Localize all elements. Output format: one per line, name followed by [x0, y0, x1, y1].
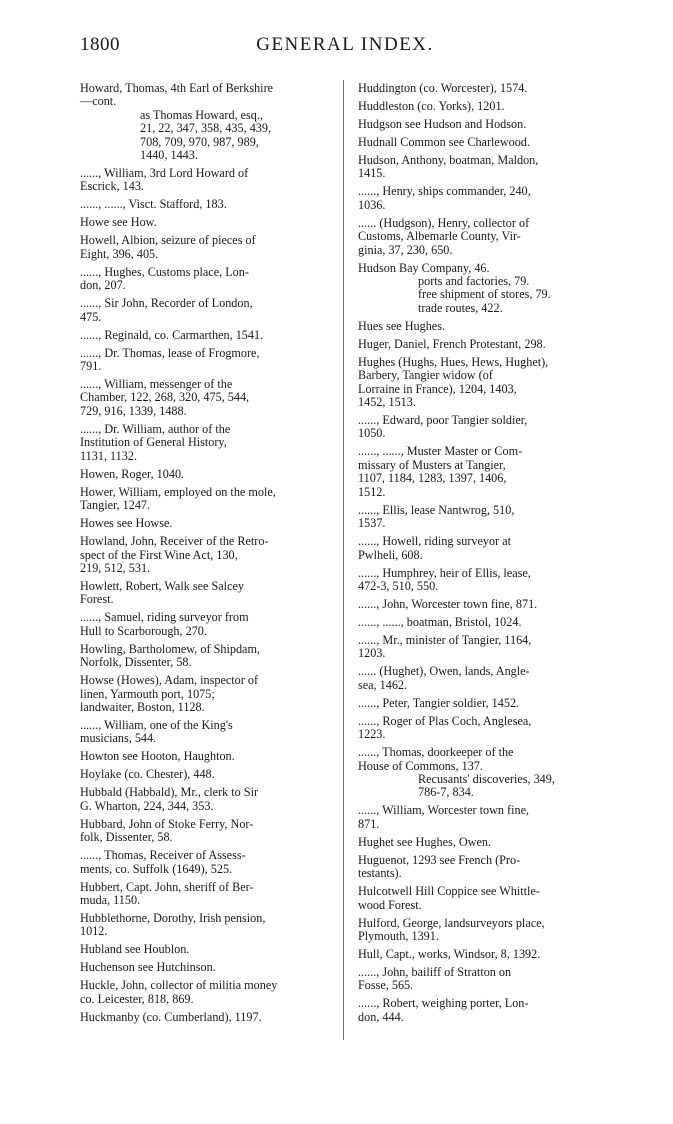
index-entry: [358, 917, 610, 944]
index-entry-line: Fosse, 565.: [358, 978, 414, 993]
index-entry-line: Howe see How.: [80, 215, 157, 230]
index-entry-line: Hubland see Houblon.: [80, 942, 190, 957]
index-entry-line: 1452, 1513.: [358, 395, 416, 410]
index-entry-line: musicians, 544.: [80, 731, 157, 746]
index-entry: [358, 338, 610, 351]
index-entry-line: Howton see Hooton, Haughton.: [80, 749, 235, 764]
index-entry: [358, 320, 610, 333]
index-entry: [358, 616, 610, 629]
index-entry-line: ......, ......, Muster Master or Com-: [358, 444, 523, 459]
index-entry: [80, 979, 332, 1006]
index-entry-line: Hulcotwell Hill Coppice see Whittle-: [358, 884, 540, 899]
index-entry-line: Howlett, Robert, Walk see Salcey: [80, 578, 244, 593]
index-entry: [358, 100, 610, 113]
index-entry: [358, 854, 610, 881]
index-entry: [80, 768, 332, 781]
index-entry-line: ......, ......, Visct. Stafford, 183.: [80, 197, 227, 212]
page-number: 1800: [80, 34, 120, 55]
index-entry-line: ments, co. Suffolk (1649), 525.: [80, 861, 233, 876]
index-entry-line: Howell, Albion, seizure of pieces of: [80, 233, 256, 248]
column-divider: [343, 80, 344, 1040]
index-entry-line: Barbery, Tangier widow (of: [358, 368, 493, 383]
index-entry: [80, 378, 332, 418]
index-entry-line: testants).: [358, 866, 402, 881]
index-entry-line: 1036.: [358, 197, 386, 212]
index-entry: [358, 885, 610, 912]
index-entry-line: Tangier, 1247.: [80, 498, 151, 513]
page-header: [80, 34, 610, 64]
index-entry: [80, 198, 332, 211]
index-entry: [80, 216, 332, 229]
index-entry-line: 1203.: [358, 646, 386, 661]
index-entry-line: 219, 512, 531.: [80, 560, 151, 575]
index-entry-line: Howes see Howse.: [80, 516, 173, 531]
index-subentry-line: free shipment of stores, 79.: [418, 287, 551, 302]
index-entry-line: Hower, William, employed on the mole,: [80, 484, 276, 499]
index-entry: [358, 118, 610, 131]
index-entry: [358, 598, 610, 611]
index-entry-line: ......, Ellis, lease Nantwrog, 510,: [358, 502, 515, 517]
index-entry-line: ......, Howell, riding surveyor at: [358, 534, 511, 549]
index-entry-line: landwaiter, Boston, 1128.: [80, 699, 205, 714]
index-entry-line: Hulford, George, landsurveyors place,: [358, 915, 545, 930]
index-entry-line: Hudson Bay Company, 46.: [358, 260, 490, 275]
index-entry-line: 472-3, 510, 550.: [358, 578, 439, 593]
index-entry-line: Customs, Albemarle County, Vir-: [358, 229, 521, 244]
index-entry-line: Hubbard, John of Stoke Ferry, Nor-: [80, 816, 254, 831]
index-entry-line: Forest.: [80, 592, 114, 607]
index-entry: [358, 445, 610, 499]
index-entry-line: Hues see Hughes.: [358, 318, 445, 333]
index-entry: [358, 746, 610, 800]
index-entry-line: ......, William, one of the King's: [80, 717, 233, 732]
index-entry-line: ......, Reginald, co. Carmarthen, 1541.: [80, 327, 264, 342]
index-entry: [358, 262, 610, 316]
index-entry: [80, 167, 332, 194]
index-entry-line: ......, Sir John, Recorder of London,: [80, 296, 253, 311]
index-entry-line: Eight, 396, 405.: [80, 246, 159, 261]
index-entry-line: 1107, 1184, 1283, 1397, 1406,: [358, 471, 507, 486]
index-entry-line: ......, Roger of Plas Coch, Anglesea,: [358, 713, 532, 728]
index-entry-line: linen, Yarmouth port, 1075;: [80, 686, 215, 701]
index-entry-line: missary of Musters at Tangier,: [358, 457, 506, 472]
index-subentry-line: as Thomas Howard, esq.,: [140, 107, 263, 122]
index-entry-line: ......, Dr. Thomas, lease of Frogmore,: [80, 345, 260, 360]
index-entry: [80, 674, 332, 714]
index-entry: [80, 234, 332, 261]
index-subentry-line: 1440, 1443.: [140, 148, 198, 163]
index-entry: [358, 966, 610, 993]
index-entry: [358, 414, 610, 441]
index-entry-line: Howland, John, Receiver of the Retro-: [80, 534, 269, 549]
index-entry-line: Hull to Scarborough, 270.: [80, 623, 207, 638]
index-entry-line: ......, William, 3rd Lord Howard of: [80, 166, 249, 181]
index-subentry-line: 21, 22, 347, 358, 435, 439,: [140, 121, 272, 136]
left-index-column: [80, 82, 332, 1029]
index-entry-line: Hudson, Anthony, boatman, Maldon,: [358, 153, 539, 167]
index-entry-line: Hull, Capt., works, Windsor, 8, 1392.: [358, 946, 541, 961]
index-entry-line: 1131, 1132.: [80, 448, 137, 463]
index-entry: [80, 517, 332, 530]
index-entry: [80, 1011, 332, 1024]
index-subentry-line: trade routes, 422.: [418, 300, 503, 315]
index-entry-line: folk, Dissenter, 58.: [80, 830, 173, 845]
index-entry-line: Hoylake (co. Chester), 448.: [80, 767, 215, 782]
index-entry: [358, 356, 610, 410]
index-entry: [358, 836, 610, 849]
index-entry-line: ......, Mr., minister of Tangier, 1164,: [358, 632, 532, 647]
index-entry: [80, 849, 332, 876]
index-subentry-line: Recusants' discoveries, 349,: [418, 771, 555, 786]
index-entry-line: ......, Robert, weighing porter, Lon-: [358, 996, 529, 1011]
index-entry-line: G. Wharton, 224, 344, 353.: [80, 798, 214, 813]
index-entry: [80, 943, 332, 956]
right-index-column: [358, 82, 610, 1029]
index-entry-line: don, 207.: [80, 278, 126, 293]
index-entry-line: Huddleston (co. Yorks), 1201.: [358, 99, 505, 113]
index-entry: [358, 504, 610, 531]
index-entry: [80, 347, 332, 374]
index-subentry-line: 708, 709, 970, 987, 989,: [140, 134, 259, 149]
index-entry-line: 1050.: [358, 426, 386, 441]
index-entry-line: Hubbert, Capt. John, sheriff of Ber-: [80, 879, 254, 894]
index-entry-line: 791.: [80, 359, 102, 374]
index-entry: [358, 154, 610, 181]
index-entry-line: 1415.: [358, 166, 386, 181]
index-entry-line: ......, Edward, poor Tangier soldier,: [358, 413, 528, 428]
index-subentry-line: ports and factories, 79.: [418, 274, 530, 289]
index-entry-line: Howse (Howes), Adam, inspector of: [80, 673, 259, 688]
index-entry-line: ......, William, Worcester town fine,: [358, 803, 530, 818]
index-entry-line: ......, Henry, ships commander, 240,: [358, 184, 531, 199]
index-entry: [80, 82, 332, 162]
index-entry-line: Huddington (co. Worcester), 1574.: [358, 81, 528, 95]
index-entry-line: ......, Thomas, Receiver of Assess-: [80, 848, 246, 863]
index-entry: [80, 297, 332, 324]
index-entry-line: sea, 1462.: [358, 677, 408, 692]
index-entry: [358, 715, 610, 742]
index-entry-line: 871.: [358, 816, 380, 831]
index-entry-line: Huckle, John, collector of militia money: [80, 978, 278, 993]
index-entry: [80, 643, 332, 670]
index-entry: [358, 804, 610, 831]
index-entry-line: Howen, Roger, 1040.: [80, 466, 185, 481]
index-entry-line: ......, Samuel, riding surveyor from: [80, 610, 249, 625]
index-entry: [80, 719, 332, 746]
index-entry: [80, 750, 332, 763]
index-entry-line: Hudgson see Hudson and Hodson.: [358, 117, 527, 131]
index-entry-line: co. Leicester, 818, 869.: [80, 991, 194, 1006]
index-entry-line: ......, Humphrey, heir of Ellis, lease,: [358, 565, 531, 580]
index-entry-line: ......, John, Worcester town fine, 871.: [358, 596, 538, 611]
index-entry-line: ...... (Hughet), Owen, lands, Angle-: [358, 664, 530, 679]
index-entry: [358, 948, 610, 961]
index-entry: [80, 881, 332, 908]
index-entry-line: —cont.: [80, 94, 117, 109]
index-entry-line: ......, Hughes, Customs place, Lon-: [80, 264, 249, 279]
index-entry-line: ......, ......, boatman, Bristol, 1024.: [358, 614, 522, 629]
index-entry-line: 1223.: [358, 727, 386, 742]
index-entry-line: don, 444.: [358, 1009, 404, 1024]
index-entry-line: Plymouth, 1391.: [358, 928, 439, 943]
index-entry-line: House of Commons, 137.: [358, 758, 483, 773]
index-entry-line: Escrick, 143.: [80, 179, 144, 194]
index-entry-line: Norfolk, Dissenter, 58.: [80, 655, 192, 670]
index-entry: [358, 567, 610, 594]
index-entry-line: wood Forest.: [358, 897, 422, 912]
index-entry: [80, 535, 332, 575]
index-entry-line: Howard, Thomas, 4th Earl of Berkshire: [80, 81, 274, 95]
index-subentry-line: 786-7, 834.: [418, 785, 474, 800]
index-entry: [358, 185, 610, 212]
index-entry: [80, 961, 332, 974]
index-entry: [358, 217, 610, 257]
index-entry-line: Huger, Daniel, French Protestant, 298.: [358, 336, 546, 351]
index-entry: [80, 580, 332, 607]
index-entry: [80, 818, 332, 845]
index-entry-line: ......, William, messenger of the: [80, 377, 233, 392]
index-entry-line: ...... (Hudgson), Henry, collector of: [358, 215, 530, 230]
index-entry: [80, 486, 332, 513]
index-entry-line: Lorraine in France), 1204, 1403,: [358, 381, 517, 396]
index-entry-line: spect of the First Wine Act, 130,: [80, 547, 238, 562]
index-entry-line: Hubblethorne, Dorothy, Irish pension,: [80, 910, 266, 925]
index-entry: [358, 136, 610, 149]
index-entry-line: 1012.: [80, 924, 108, 939]
index-entry-line: Hughet see Hughes, Owen.: [358, 834, 492, 849]
index-entry-line: ......, Peter, Tangier soldier, 1452.: [358, 695, 520, 710]
index-entry-line: Chamber, 122, 268, 320, 475, 544,: [80, 390, 250, 405]
index-entry-line: Huchenson see Hutchinson.: [80, 960, 216, 975]
index-entry: [80, 266, 332, 293]
index-entry-line: Pwlheli, 608.: [358, 547, 423, 562]
index-entry-line: muda, 1150.: [80, 892, 141, 907]
index-entry: [358, 665, 610, 692]
index-entry-line: Hughes (Hughs, Hues, Hews, Hughet),: [358, 354, 549, 369]
index-entry-line: Institution of General History,: [80, 435, 227, 450]
index-entry: [358, 997, 610, 1024]
index-entry: [80, 468, 332, 481]
index-entry-line: ......, Thomas, doorkeeper of the: [358, 745, 514, 760]
index-entry-line: 1512.: [358, 484, 386, 499]
index-entry-line: 475.: [80, 309, 102, 324]
page-title: GENERAL INDEX.: [256, 34, 434, 55]
index-entry-line: ......, John, bailiff of Stratton on: [358, 964, 512, 979]
index-entry-line: Hubbald (Habbald), Mr., clerk to Sir: [80, 785, 259, 800]
index-entry-line: Huguenot, 1293 see French (Pro-: [358, 852, 521, 867]
index-entry-line: ginia, 37, 230, 650.: [358, 242, 453, 257]
index-entry-line: 1537.: [358, 516, 386, 531]
index-entry-line: ......, Dr. William, author of the: [80, 421, 231, 436]
index-entry: [358, 82, 610, 95]
index-entry-line: 729, 916, 1339, 1488.: [80, 403, 187, 418]
index-entry: [358, 634, 610, 661]
index-entry: [358, 697, 610, 710]
index-entry: [80, 423, 332, 463]
index-entry-line: Hudnall Common see Charlewood.: [358, 135, 530, 149]
index-entry: [80, 786, 332, 813]
index-entry: [80, 329, 332, 342]
index-entry: [358, 535, 610, 562]
index-entry-line: Howling, Bartholomew, of Shipdam,: [80, 641, 260, 656]
index-entry: [80, 912, 332, 939]
index-entry: [80, 611, 332, 638]
index-entry-line: Huckmanby (co. Cumberland), 1197.: [80, 1009, 262, 1024]
